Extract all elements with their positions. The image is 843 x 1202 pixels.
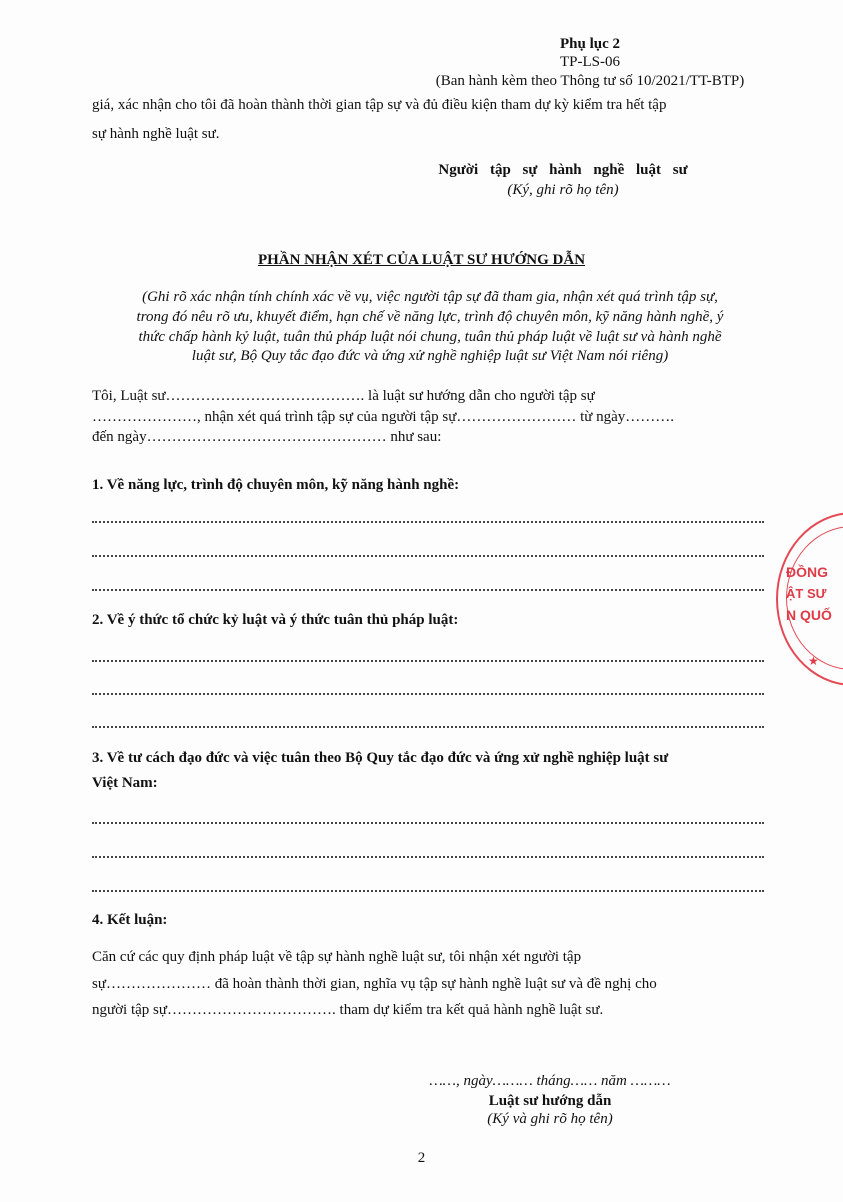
section-2-fill-line xyxy=(92,725,764,728)
stamp-text-1: ĐỒNG xyxy=(786,564,828,580)
section-4-heading: 4. Kết luận: xyxy=(92,912,168,928)
appendix-label: Phụ lục 2 xyxy=(559,36,620,52)
star-icon: ★ xyxy=(808,654,819,668)
mentor-signature-note: (Ký và ghi rõ họ tên) xyxy=(487,1111,613,1127)
section-1-fill-line xyxy=(92,554,764,557)
issued-with-note: (Ban hành kèm theo Thông tư số 10/2021/TT-BTP) xyxy=(435,73,745,89)
stamp-text-3: N QUỐ xyxy=(786,607,832,623)
form-code: TP-LS-06 xyxy=(560,54,620,70)
intro-line-2: sự hành nghề luật sư. xyxy=(92,126,220,142)
declaration-line-2: …………………, nhận xét quá trình tập sự của người tập sự…………………… từ ngày………. xyxy=(92,409,675,425)
declaration-line-3: đến ngày………………………………………… như sau: xyxy=(92,429,442,445)
section-3-fill-line xyxy=(92,855,764,858)
date-line: ……, ngày……… tháng…… năm ……… xyxy=(429,1073,671,1089)
instruction-line-1: (Ghi rõ xác nhận tính chính xác về vụ, việc người tập sự đã tham gia, nhận xét quá trình tập sự, xyxy=(142,289,718,305)
trainee-signature-note: (Ký, ghi rõ họ tên) xyxy=(507,182,619,198)
section-title: PHẦN NHẬN XÉT CỦA LUẬT SƯ HƯỚNG DẪN xyxy=(257,252,586,268)
conclusion-line-3: người tập sự……………………………. tham dự kiểm tra kết quả hành nghề luật sư. xyxy=(92,1002,604,1018)
section-2-fill-line xyxy=(92,659,764,662)
instruction-line-4: luật sư, Bộ Quy tắc đạo đức và ứng xử nghề nghiệp luật sư Việt Nam nói riêng) xyxy=(191,348,669,364)
section-2-fill-line xyxy=(92,692,764,695)
declaration-line-1: Tôi, Luật sư…………………………………. là luật sư hướng dẫn cho người tập sự xyxy=(92,388,595,404)
official-stamp xyxy=(776,512,843,686)
section-3-heading-cont: Việt Nam: xyxy=(92,775,158,791)
section-3-heading: 3. Về tư cách đạo đức và việc tuân theo Bộ Quy tắc đạo đức và ứng xử nghề nghiệp luật sư xyxy=(92,750,669,766)
conclusion-line-2: sự………………… đã hoàn thành thời gian, nghĩa vụ tập sự hành nghề luật sư và đề nghị cho xyxy=(92,976,657,992)
mentor-signature-title: Luật sư hướng dẫn xyxy=(488,1093,612,1109)
section-3-fill-line xyxy=(92,821,764,824)
instruction-line-2: trong đó nêu rõ ưu, khuyết điểm, hạn chế về năng lực, trình độ chuyên môn, kỹ năng hành nghề, ý xyxy=(136,309,724,325)
conclusion-line-1: Căn cứ các quy định pháp luật về tập sự hành nghề luật sư, tôi nhận xét người tập xyxy=(92,949,582,965)
page-number: 2 xyxy=(417,1150,426,1166)
trainee-signature-title: Người tập sự hành nghề luật sư xyxy=(438,162,688,178)
instruction-line-3: thức chấp hành kỷ luật, tuân thủ pháp luật nói chung, tuân thủ pháp luật về luật sư và hành nghề xyxy=(138,329,722,345)
intro-line-1: giá, xác nhận cho tôi đã hoàn thành thời gian tập sự và đủ điều kiện tham dự kỳ kiểm tra hết tập xyxy=(92,97,667,113)
stamp-text-2: ẬT SƯ xyxy=(786,586,827,601)
section-1-fill-line xyxy=(92,588,764,591)
section-2-heading: 2. Về ý thức tổ chức kỷ luật và ý thức tuân thủ pháp luật: xyxy=(92,612,459,628)
section-1-heading: 1. Về năng lực, trình độ chuyên môn, kỹ năng hành nghề: xyxy=(92,477,460,493)
section-3-fill-line xyxy=(92,889,764,892)
section-1-fill-line xyxy=(92,520,764,523)
